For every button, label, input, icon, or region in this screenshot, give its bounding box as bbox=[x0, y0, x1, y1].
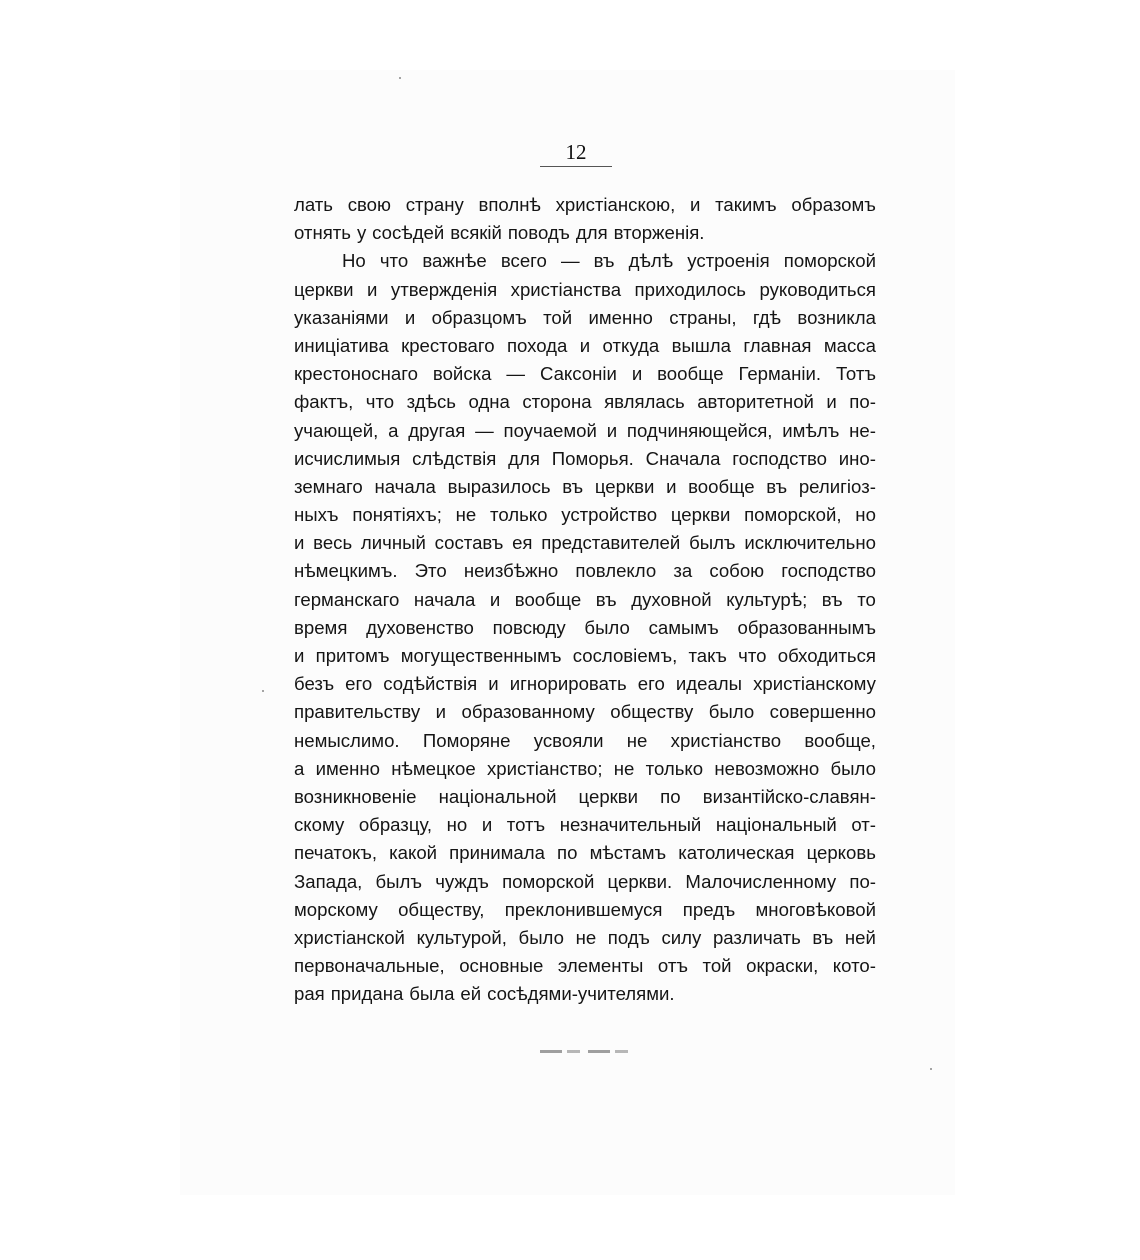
word: образцомъ bbox=[431, 306, 527, 328]
word: былъ bbox=[375, 870, 423, 892]
text-line bbox=[294, 501, 876, 529]
word: германскаго bbox=[294, 588, 400, 610]
word: слѣдствія bbox=[412, 447, 497, 469]
word: но bbox=[855, 504, 876, 526]
word: сосѣдями-учителями. bbox=[487, 983, 675, 1005]
word: повсюду bbox=[492, 616, 566, 638]
word: составъ bbox=[434, 532, 504, 554]
word: не bbox=[575, 926, 597, 948]
word: учающей, bbox=[294, 419, 379, 441]
word: начала bbox=[374, 475, 436, 497]
word: мѣстамъ bbox=[589, 842, 667, 864]
word: было bbox=[518, 926, 564, 948]
word: самымъ bbox=[648, 616, 719, 638]
page-number: 12 bbox=[565, 140, 587, 164]
word: обходиться bbox=[777, 645, 876, 666]
word: не- bbox=[849, 419, 876, 441]
text-line bbox=[294, 811, 876, 839]
word: страны, bbox=[669, 306, 737, 328]
word: личный bbox=[360, 532, 426, 554]
word: похода bbox=[506, 334, 568, 356]
word: въ bbox=[812, 926, 834, 948]
word: земнаго bbox=[294, 475, 363, 497]
word: было bbox=[584, 616, 630, 638]
word: предъ bbox=[682, 898, 736, 920]
word: церкви bbox=[670, 504, 731, 526]
word: именно bbox=[315, 757, 380, 779]
word: у bbox=[356, 222, 367, 244]
word: Тотъ bbox=[836, 363, 876, 385]
text-line bbox=[294, 557, 876, 585]
text-line bbox=[294, 247, 876, 275]
word: усвояли bbox=[533, 729, 604, 751]
word: религіоз- bbox=[798, 475, 876, 497]
word: было bbox=[830, 757, 876, 779]
word: христіанства bbox=[510, 278, 622, 300]
word: культурѣ; bbox=[726, 588, 808, 610]
word: поучаемой bbox=[503, 419, 597, 441]
word: поморской, bbox=[744, 504, 842, 526]
word: католическая bbox=[678, 842, 795, 864]
word: иниціатива bbox=[294, 334, 389, 356]
word: исчислимыя bbox=[294, 447, 401, 469]
word: понятіяхъ; bbox=[352, 504, 442, 526]
word: и bbox=[631, 363, 643, 385]
word: начала bbox=[413, 588, 476, 610]
word: для bbox=[575, 222, 608, 244]
word: той bbox=[702, 955, 732, 977]
word: христіанство; bbox=[486, 757, 603, 779]
word: культурой, bbox=[416, 926, 507, 948]
word: церкви bbox=[578, 785, 639, 807]
word: отъ bbox=[657, 955, 688, 977]
text-line bbox=[294, 586, 876, 614]
text-line bbox=[294, 642, 876, 670]
word: обществу, bbox=[398, 898, 485, 920]
word: неизбѣжно bbox=[463, 560, 559, 582]
word: представителей bbox=[541, 532, 681, 554]
word: какой bbox=[389, 842, 438, 864]
text-line bbox=[294, 388, 876, 416]
word: ино- bbox=[838, 447, 876, 469]
word: вполнѣ bbox=[478, 194, 541, 215]
word: здѣсь bbox=[406, 391, 456, 413]
word: что bbox=[365, 391, 395, 413]
word: и bbox=[826, 391, 837, 413]
scan-speck bbox=[262, 690, 264, 692]
word: духовной bbox=[631, 588, 712, 610]
word: вообще, bbox=[804, 729, 876, 751]
text-line bbox=[294, 783, 876, 811]
word: образцу, bbox=[358, 814, 433, 836]
word: духовенство bbox=[366, 616, 474, 638]
word: Это bbox=[414, 560, 447, 582]
text-line bbox=[294, 755, 876, 783]
text-line bbox=[294, 304, 876, 332]
word: всего bbox=[500, 250, 547, 272]
word: откуда bbox=[602, 334, 660, 356]
word: являлась bbox=[604, 391, 685, 413]
word: отнять bbox=[294, 222, 351, 244]
word: только bbox=[645, 757, 704, 779]
word: по bbox=[660, 785, 681, 807]
word: поморской bbox=[502, 870, 595, 892]
scan-speck bbox=[399, 77, 401, 79]
word: — bbox=[506, 363, 526, 385]
word: въ bbox=[821, 588, 843, 610]
word: христіанской bbox=[294, 926, 405, 948]
word: именно bbox=[588, 306, 653, 328]
word: исключительно bbox=[744, 532, 876, 554]
text-line bbox=[294, 473, 876, 501]
word: церкви bbox=[294, 278, 354, 300]
word: имѣлъ bbox=[782, 419, 840, 441]
body-text bbox=[294, 191, 876, 1008]
word: по bbox=[557, 842, 578, 864]
word: подъ bbox=[607, 926, 650, 948]
word: обществу bbox=[610, 701, 694, 723]
word: и bbox=[689, 194, 701, 215]
word: вообще bbox=[514, 588, 582, 610]
word: безъ bbox=[294, 673, 335, 695]
word: морскому bbox=[294, 898, 378, 920]
scan-speck bbox=[930, 1068, 932, 1070]
word: и bbox=[435, 701, 447, 723]
word: Германіи. bbox=[738, 363, 822, 385]
word: византійско-славян- bbox=[702, 785, 876, 807]
word: чуждъ bbox=[435, 870, 489, 892]
word: страну bbox=[405, 194, 464, 215]
word: крестоноснаго bbox=[294, 363, 418, 385]
word: нѣмецкимъ. bbox=[294, 560, 398, 582]
word: образованнымъ bbox=[737, 616, 876, 638]
word: основные bbox=[459, 955, 544, 977]
word: одна bbox=[468, 391, 510, 413]
word: христіанскому bbox=[753, 673, 876, 695]
word: невозможно bbox=[714, 757, 820, 779]
word: правительству bbox=[294, 701, 421, 723]
word: той bbox=[543, 306, 573, 328]
word: господство bbox=[732, 447, 827, 469]
word: поводъ bbox=[507, 222, 570, 244]
word: національный bbox=[715, 814, 837, 836]
word: что bbox=[379, 250, 409, 272]
word: содѣйствія bbox=[383, 673, 478, 695]
word: по- bbox=[849, 870, 876, 892]
word: всякій bbox=[450, 222, 502, 244]
word: возникла bbox=[797, 306, 876, 328]
word: и bbox=[666, 475, 677, 497]
text-line bbox=[294, 896, 876, 924]
word: устроенія bbox=[687, 250, 770, 272]
word: время bbox=[294, 616, 348, 638]
word: выразилось bbox=[447, 475, 551, 497]
word: за bbox=[673, 560, 693, 582]
word: было bbox=[708, 701, 755, 723]
word: идеалы bbox=[675, 673, 743, 695]
word: и bbox=[294, 532, 305, 554]
word: только bbox=[490, 504, 548, 526]
word: что bbox=[738, 645, 767, 666]
word: поморской bbox=[783, 250, 876, 272]
word: ныхъ bbox=[294, 504, 339, 526]
word: вообще bbox=[688, 475, 755, 497]
word: но bbox=[446, 814, 468, 836]
text-line bbox=[294, 868, 876, 896]
word: тотъ bbox=[506, 814, 546, 836]
word: сосѣдей bbox=[372, 222, 445, 244]
word: первоначальные, bbox=[294, 955, 445, 977]
word: и bbox=[294, 645, 305, 666]
word: совершенно bbox=[769, 701, 876, 723]
word: въ bbox=[766, 475, 788, 497]
text-line bbox=[294, 727, 876, 755]
word: свою bbox=[347, 194, 391, 215]
word: силу bbox=[661, 926, 702, 948]
word: главная bbox=[743, 334, 812, 356]
word: печатокъ, bbox=[294, 842, 377, 864]
word: игнорировать bbox=[509, 673, 627, 695]
word: въ bbox=[593, 250, 615, 272]
text-line bbox=[294, 219, 876, 247]
word: фактъ, bbox=[294, 391, 354, 413]
word: войска bbox=[432, 363, 492, 385]
word: церкви. bbox=[607, 870, 673, 892]
word: церковь bbox=[806, 842, 876, 864]
word: приходилось bbox=[634, 278, 746, 300]
word: и bbox=[367, 278, 378, 300]
word: дѣлѣ bbox=[628, 250, 674, 272]
text-line bbox=[294, 614, 876, 642]
word: не bbox=[613, 757, 635, 779]
word: незначительный bbox=[559, 814, 702, 836]
text-line bbox=[294, 332, 876, 360]
word: Малочисленному bbox=[685, 870, 837, 892]
word: весь bbox=[313, 532, 353, 554]
word: а bbox=[294, 757, 305, 779]
word: — bbox=[560, 250, 580, 272]
word: была bbox=[409, 983, 455, 1005]
word: преклонившемуся bbox=[504, 898, 663, 920]
word: устройство bbox=[561, 504, 658, 526]
word: сословіемъ, bbox=[572, 645, 678, 666]
word: лать bbox=[294, 194, 333, 215]
word: ея bbox=[512, 532, 533, 554]
word: от- bbox=[851, 814, 876, 836]
word: вторженія. bbox=[613, 222, 705, 244]
word: для bbox=[508, 447, 540, 469]
word: притомъ bbox=[315, 645, 390, 666]
word: Но bbox=[342, 250, 366, 272]
word: скому bbox=[294, 814, 345, 836]
text-line bbox=[294, 529, 876, 557]
word: и bbox=[404, 306, 416, 328]
word: образомъ bbox=[791, 194, 876, 215]
word: рая bbox=[294, 983, 325, 1005]
word: Поморяне bbox=[422, 729, 511, 751]
word: немыслимо. bbox=[294, 729, 400, 751]
word: образованному bbox=[461, 701, 595, 723]
word: ей bbox=[460, 983, 482, 1005]
word: элементы bbox=[557, 955, 644, 977]
word: могущественнымъ bbox=[400, 645, 562, 666]
text-line bbox=[294, 417, 876, 445]
word: собою bbox=[709, 560, 765, 582]
word: и bbox=[579, 334, 591, 356]
word: кото- bbox=[832, 955, 876, 977]
word: придана bbox=[330, 983, 404, 1005]
word: авторитетной bbox=[697, 391, 814, 413]
word: въ bbox=[595, 588, 617, 610]
word: былъ bbox=[689, 532, 736, 554]
text-line bbox=[294, 276, 876, 304]
word: возникновеніе bbox=[294, 785, 417, 807]
text-line bbox=[294, 952, 876, 980]
word: его bbox=[637, 673, 665, 695]
word: такъ bbox=[688, 645, 727, 666]
word: Саксоніи bbox=[539, 363, 617, 385]
word: христіанство bbox=[670, 729, 782, 751]
word: гдѣ bbox=[752, 306, 782, 328]
word: подчиняющейся, bbox=[626, 419, 773, 441]
word: христіанскою, bbox=[555, 194, 676, 215]
word: руководиться bbox=[759, 278, 876, 300]
word: Поморья. bbox=[551, 447, 634, 469]
word: церкви bbox=[594, 475, 655, 497]
word: не bbox=[626, 729, 648, 751]
word: то bbox=[857, 588, 876, 610]
word: важнѣе bbox=[422, 250, 487, 272]
text-line bbox=[294, 360, 876, 388]
page-number-rule bbox=[540, 166, 612, 167]
word: вышла bbox=[671, 334, 731, 356]
word: національной bbox=[438, 785, 557, 807]
word: принимала bbox=[449, 842, 545, 864]
word: въ bbox=[562, 475, 584, 497]
text-line bbox=[294, 670, 876, 698]
word: его bbox=[345, 673, 373, 695]
word: сторона bbox=[522, 391, 592, 413]
word: ней bbox=[844, 926, 876, 948]
word: крестоваго bbox=[401, 334, 495, 356]
word: и bbox=[489, 588, 501, 610]
word: утвержденія bbox=[390, 278, 498, 300]
word: и bbox=[606, 419, 618, 441]
word: Сначала bbox=[645, 447, 721, 469]
word: по- bbox=[849, 391, 876, 413]
text-line bbox=[294, 924, 876, 952]
word: другая bbox=[408, 419, 466, 441]
word: масса bbox=[823, 334, 876, 356]
text-line bbox=[294, 980, 876, 1008]
word: господство bbox=[781, 560, 876, 582]
word: а bbox=[388, 419, 399, 441]
text-line bbox=[294, 445, 876, 473]
word: нѣмецкое bbox=[391, 757, 476, 779]
word: вообще bbox=[657, 363, 724, 385]
word: и bbox=[481, 814, 493, 836]
text-line bbox=[294, 698, 876, 726]
word: многовѣковой bbox=[755, 898, 876, 920]
word: различать bbox=[712, 926, 801, 948]
word: окраски, bbox=[746, 955, 819, 977]
word: Запада, bbox=[294, 870, 363, 892]
end-ornament bbox=[540, 1050, 636, 1053]
word: и bbox=[488, 673, 499, 695]
word: — bbox=[475, 419, 494, 441]
text-line bbox=[294, 191, 876, 219]
word: указаніями bbox=[294, 306, 389, 328]
word: такимъ bbox=[715, 194, 777, 215]
text-line bbox=[294, 839, 876, 867]
word: не bbox=[455, 504, 477, 526]
word: повлекло bbox=[575, 560, 657, 582]
